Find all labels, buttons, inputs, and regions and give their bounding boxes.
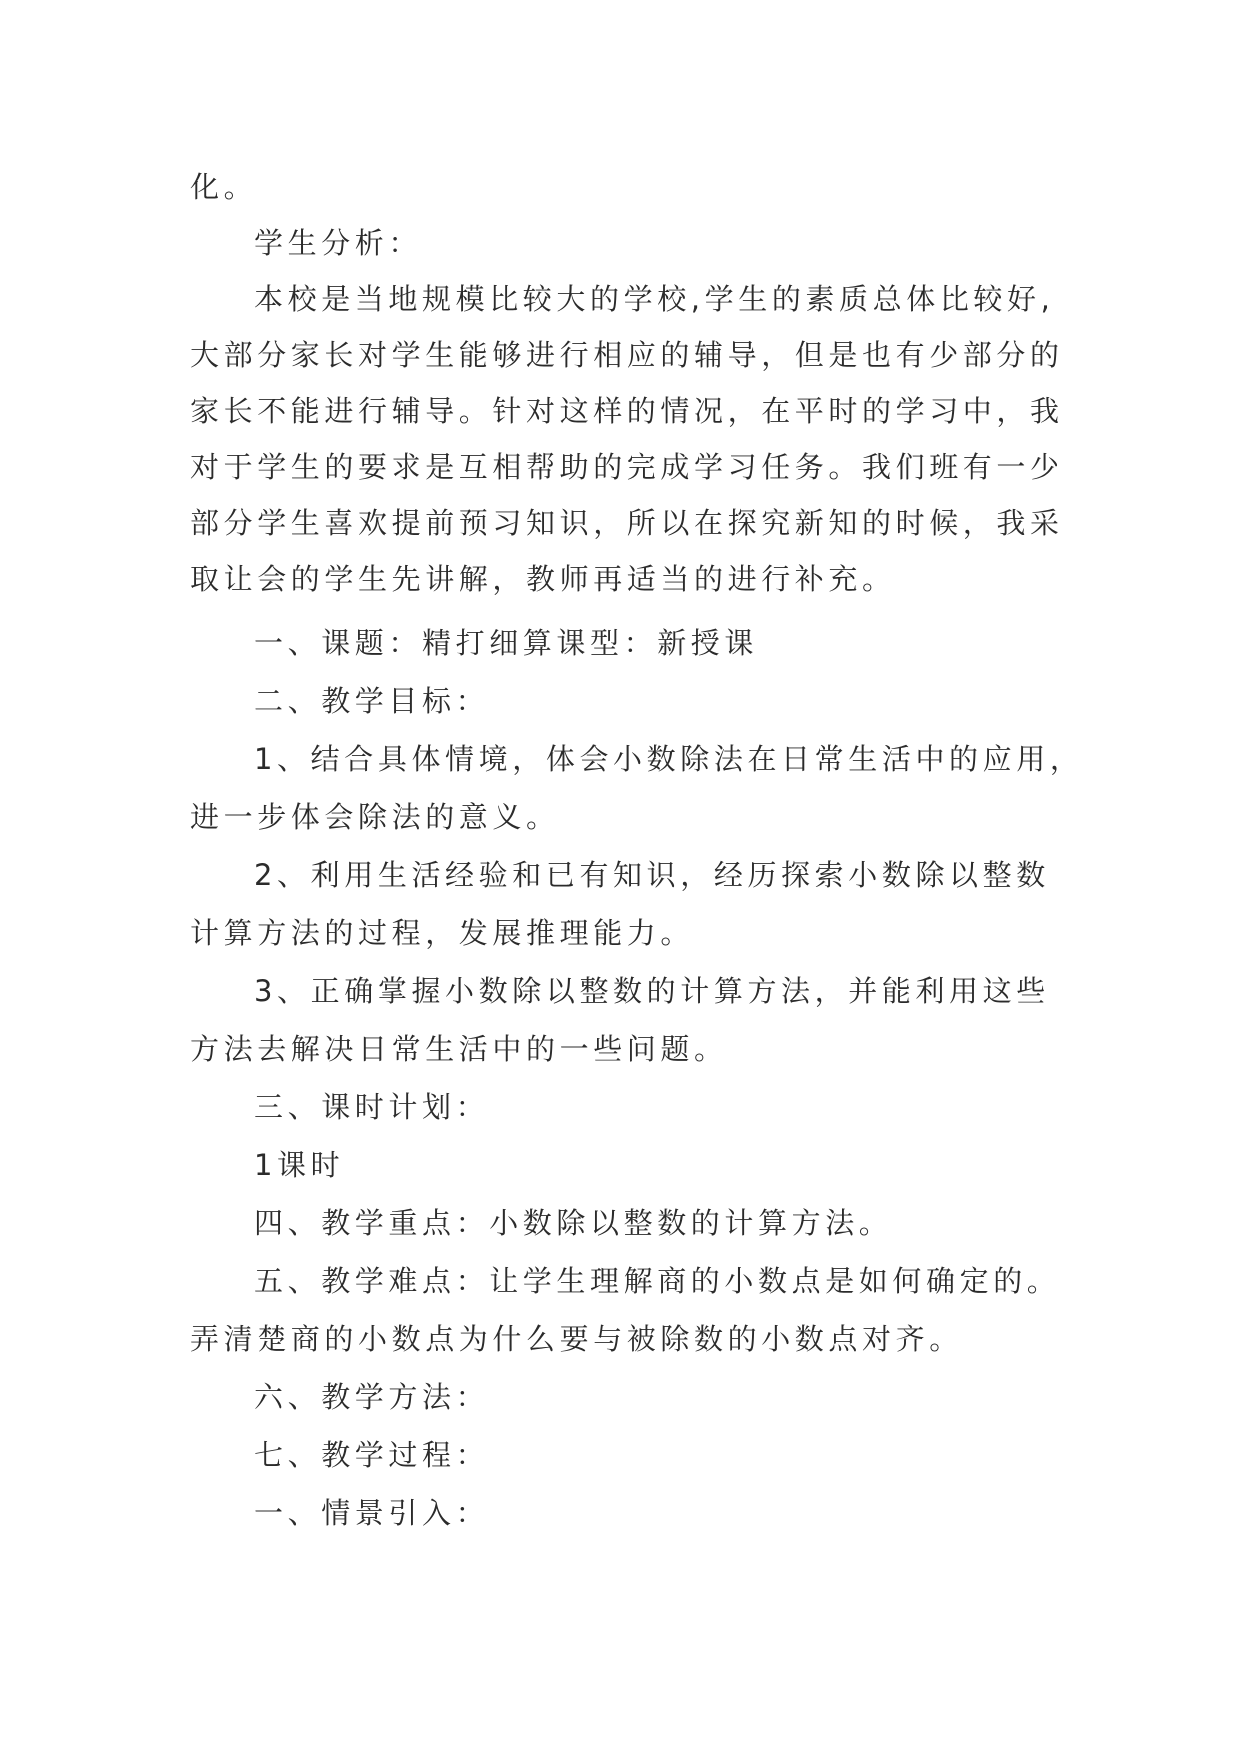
- text-line: 1课时: [254, 1148, 345, 1182]
- section-heading: 四、教学重点：小数除以整数的计算方法。: [254, 1206, 893, 1240]
- text-line: 大部分家长对学生能够进行相应的辅导，但是也有少部分的: [190, 338, 1064, 372]
- section-heading: 二、教学目标：: [254, 684, 490, 718]
- text-line: 本校是当地规模比较大的学校,学生的素质总体比较好,: [254, 282, 1055, 316]
- list-item: 2、利用生活经验和已有知识，经历探索小数除以整数: [254, 858, 1050, 892]
- text-line: 方法去解决日常生活中的一些问题。: [190, 1032, 728, 1066]
- text-line: 化。: [190, 170, 258, 204]
- section-heading: 六、教学方法：: [254, 1380, 490, 1414]
- section-heading: 七、教学过程：: [254, 1438, 490, 1472]
- text-line: 家长不能进行辅导。针对这样的情况，在平时的学习中，我: [190, 394, 1064, 428]
- section-heading: 五、教学难点：让学生理解商的小数点是如何确定的。: [254, 1264, 1061, 1298]
- section-heading: 一、课题：精打细算课型：新授课: [254, 626, 759, 660]
- text-line: 部分学生喜欢提前预习知识，所以在探究新知的时候，我采: [190, 506, 1064, 540]
- text-line: 计算方法的过程，发展推理能力。: [190, 916, 695, 950]
- section-heading: 学生分析：: [254, 226, 423, 260]
- text-line: 对于学生的要求是互相帮助的完成学习任务。我们班有一少: [190, 450, 1064, 484]
- text-line: 取让会的学生先讲解，教师再适当的进行补充。: [190, 562, 896, 596]
- list-item: 1、结合具体情境，体会小数除法在日常生活中的应用，: [254, 742, 1084, 776]
- text-line: 弄清楚商的小数点为什么要与被除数的小数点对齐。: [190, 1322, 963, 1356]
- section-heading: 一、情景引入：: [254, 1496, 490, 1530]
- list-item: 3、正确掌握小数除以整数的计算方法，并能利用这些: [254, 974, 1050, 1008]
- section-heading: 三、课时计划：: [254, 1090, 490, 1124]
- text-line: 进一步体会除法的意义。: [190, 800, 560, 834]
